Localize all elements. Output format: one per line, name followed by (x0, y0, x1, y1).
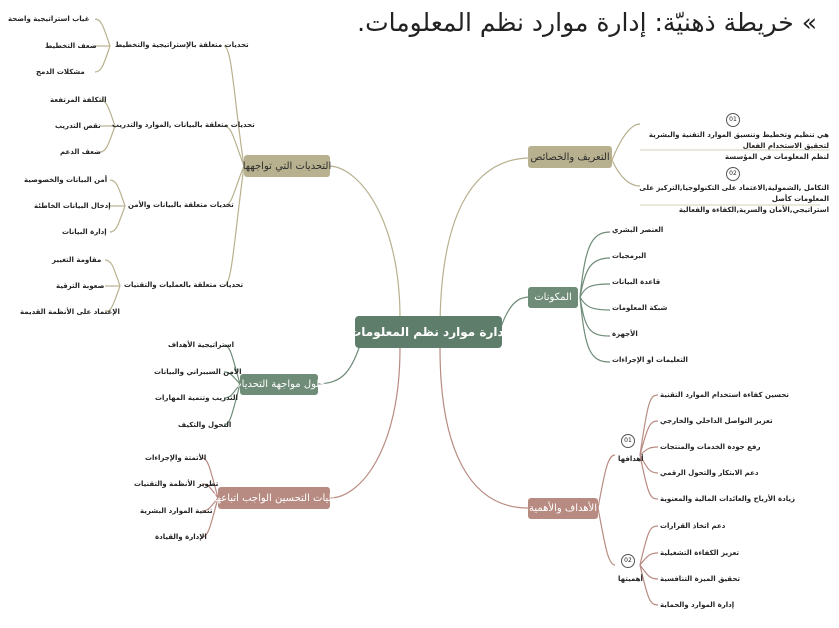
importance-item: دعم اتخاذ القرارات (660, 522, 726, 530)
branch-components[interactable]: المكونات (528, 287, 578, 308)
page-title: » خريطة ذهنيّة: إدارة موارد نظم المعلومات. (357, 8, 817, 37)
component-item: العنصر البشري (612, 226, 664, 234)
solution-item: التحول والتكيف (178, 421, 232, 429)
challenge-item: نقص التدريب (55, 122, 101, 130)
challenge-item: إدخال البيانات الخاطئة (34, 202, 111, 210)
challenge-group-label: تحديات متعلقة بالبيانات والأمن (128, 201, 234, 209)
improvement-item: تطوير الأنظمة والتقنيات (134, 480, 219, 488)
importance-item: إدارة الموارد والحماية (660, 601, 735, 609)
root-node[interactable]: إدارة موارد نظم المعلومات (355, 316, 502, 348)
goal-item: تحسين كفاءة استخدام الموارد التقنية (660, 391, 789, 399)
definition-badge-1: 01 (726, 113, 740, 127)
goals-group-label: أهدافها (618, 455, 644, 463)
challenge-item: إدارة البيانات (62, 228, 107, 236)
challenge-item: غياب استراتيجية واضحة (8, 15, 90, 23)
importance-group-label: أهميتها (618, 575, 643, 583)
importance-item: تحقيق الميزة التنافسية (660, 575, 740, 583)
solution-item: التدريب وتنمية المهارات (155, 394, 238, 402)
challenge-item: أمن البيانات والخصوصية (24, 176, 108, 184)
importance-item: تعزيز الكفاءة التشغيلية (660, 549, 740, 557)
component-item: الأجهزة (612, 330, 638, 338)
challenge-item: التكلفة المرتفعة (50, 96, 107, 104)
definition-badge-2: 02 (726, 167, 740, 181)
challenge-item: مشكلات الدمج (36, 68, 85, 76)
challenge-item: صعوبة الترقية (56, 282, 105, 290)
branch-goals[interactable]: الأهداف والأهمية (528, 498, 598, 519)
improvement-item: الإدارة والقيادة (155, 533, 207, 541)
component-item: شبكة المعلومات (612, 304, 668, 312)
branch-definition[interactable]: التعريف والخصائص (528, 146, 612, 168)
challenge-item: الإعتماد على الأنظمة القديمة (20, 308, 120, 316)
goal-item: رفع جودة الخدمات والمنتجات (660, 443, 761, 451)
importance-badge: 02 (621, 554, 635, 568)
challenge-item: ضعف الدعم (60, 148, 101, 156)
branch-improvements[interactable]: آليات التحسين الواجب اتباعها (218, 487, 330, 509)
solution-item: استراتيجية الأهداف (168, 341, 235, 349)
goal-item: تعزيز التواصل الداخلي والخارجي (660, 417, 773, 425)
challenge-group-label: تحديات متعلقة بالبيانات ,الموارد والتدريب (112, 121, 255, 129)
challenge-group-label: تحديات متعلقة بالإستراتيجية والتخطيط (115, 41, 249, 49)
definition-text-1: هي تنظيم وتخطيط وتنسيق الموارد التقنية والبشرية لتحقيق الاستخدام الفعال لنظم المعلومات في المؤسسة (648, 131, 829, 161)
challenge-item: ضعف التخطيط (45, 42, 97, 50)
improvement-item: تنمية الموارد البشرية (140, 507, 213, 515)
goal-item: زيادة الأرباح والعائدات المالية والمعنوية (660, 495, 795, 503)
component-item: التعليمات او الإجراءات (612, 356, 688, 364)
improvement-item: الأتمتة والإجراءات (145, 454, 207, 462)
goal-item: دعم الابتكار والتحول الرقمي (660, 469, 759, 477)
branch-challenges[interactable]: التحديات التي تواجهها (244, 155, 330, 177)
definition-text-2: التكامل ,الشمولية,الاعتماد على التكنولوجيا,التركيز على المعلومات كأصل استراتيجي,الأمان والسرية,الكفاءة والفعالية (639, 184, 829, 214)
solution-item: الأمن السيبراني والبيانات (154, 368, 242, 376)
challenge-item: مقاومة التغيير (52, 256, 102, 264)
component-item: البرمجيات (612, 252, 647, 260)
component-item: قاعدة البيانات (612, 278, 661, 286)
goals-badge: 01 (621, 434, 635, 448)
branch-solutions[interactable]: حلول مواجهة التحديات (240, 374, 318, 395)
challenge-group-label: تحديات متعلقة بالعمليات والتقنيات (124, 281, 244, 289)
